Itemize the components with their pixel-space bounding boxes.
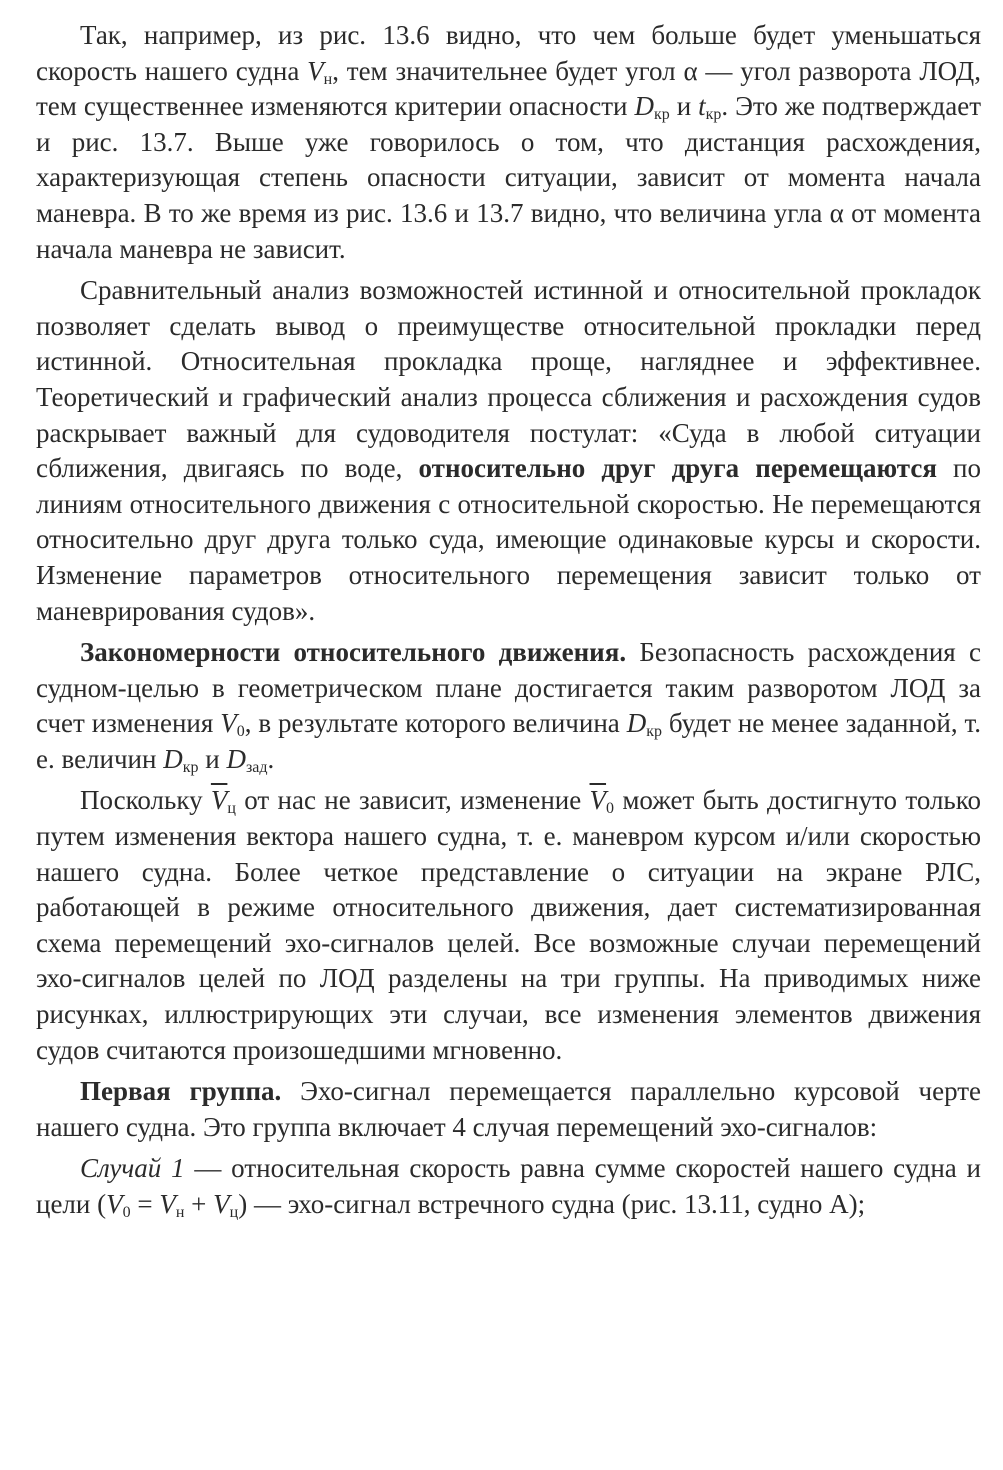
vector-symbol: $\overline{V}$ [589,785,607,816]
italic-text: D [163,743,183,774]
paragraph-2 [36,273,981,629]
text-run: может быть достигнуто только путем изменения вектора нашего судна, т. е. маневром курсом и/или скоростью нашего судна. Более четкое представление о ситуации на экране РЛС, работающей в режиме относительного движения, дает систематизированная схема перемещений эхо-сигналов целей. Все возможные случаи перемещений эхо-сигналов целей по ЛОД разделены на три группы. На приводимых ниже рисунках, иллюстрирующих эти случаи, все изменения элементов движения судов считаются произошедшими мгновенно. [36,785,981,1065]
subscript: кр [705,106,722,124]
italic-text: D [226,743,246,774]
italic-text: V [159,1189,176,1219]
text-run: , в результате которого величина [244,708,627,739]
paragraph-3 [36,635,981,777]
italic-text: V [106,1189,123,1219]
text-run: будет не менее заданной, т. е. величин [36,708,982,774]
subscript: кр [653,106,670,124]
italic-text: t [698,91,706,122]
text-run: и [198,743,227,774]
bold-text: Закономерности относительного движения. [80,637,627,668]
text-run: и [669,91,699,122]
paragraph-1 [36,18,981,267]
text-run: . [267,743,275,774]
italic-text: V [213,1189,230,1219]
text-run: Так, например, из рис. 13.6 видно, что чем больше будет уменьшаться скорость нашего судна [36,20,981,86]
text-run: + [184,1189,214,1219]
text-run: от нас не зависит, изменение [235,785,590,816]
subscript: н [175,1204,185,1221]
text-run: ) — эхо-сигнал встречного судна (рис. 13.11, судно А); [238,1189,866,1219]
subscript: н [323,70,333,88]
italic-text: V [307,55,324,86]
paragraph-4 [36,783,981,1068]
bold-text: относительно друг друга перемещаются [418,453,937,484]
subscript: кр [646,723,662,741]
subscript: 0 [606,800,615,818]
text-run: Эхо-сигнал перемещается параллельно курсовой черте нашего судна. Это группа включает 4 случая перемещений эхо-сигналов: [36,1076,981,1142]
paragraph-5 [36,1074,981,1145]
document-page [36,18,981,1223]
text-run: по линиям относительного движения с относительной скоростью. Не перемещаются относительно друг друга только суда, имеющие одинаковые курсы и скорости. Изменение параметров относительного перемещения зависит только от маневрирования судов». [36,453,981,626]
text-run: Сравнительный анализ возможностей истинной и относительной прокладок позволяет сделать вывод о преимуществе относительной прокладки перед истинной. Относительная прокладка проще, нагляднее и эффективнее. Теоретический и графический анализ процесса сближения и расхождения судов раскрывает важный для судоводителя постулат: «Суда в любой ситуации сближения, двигаясь по воде, [36,275,981,484]
subscript: ц [227,800,236,818]
text-run: = [130,1189,160,1219]
vector-symbol: $\overline{V}$ [210,785,228,816]
subscript: зад [245,758,268,776]
text-run: , тем значительнее будет угол α — угол разворота ЛОД, тем существеннее изменяются критерии опасности [36,55,981,122]
italic-text: V [220,708,237,739]
subscript: 0 [236,723,245,741]
paragraph-6 [36,1151,981,1222]
bold-text: Первая группа. [80,1076,282,1107]
text-run: — относительная скорость равна сумме скоростей нашего судна и цели ( [36,1153,981,1219]
italic-text: D [634,91,654,122]
subscript: 0 [122,1204,131,1221]
text-run: . Это же подтверждает и рис. 13.7. Выше уже говорилось о том, что дистанция расхождения, характеризующая степень опасности ситуации, зависит от момента начала маневра. В то же время из рис. 13.6 и 13.7 видно, что величина угла α от момента начала маневра не зависит. [36,91,981,264]
text-run: Поскольку [80,785,211,816]
subscript: ц [229,1204,239,1221]
italic-text: Случай 1 [80,1153,185,1184]
subscript: кр [182,758,199,776]
text-run: Безопасность расхождения с судном-целью в геометрическом плане достигается таким разворотом ЛОД за счет изменения [36,637,981,739]
italic-text: D [626,708,647,739]
